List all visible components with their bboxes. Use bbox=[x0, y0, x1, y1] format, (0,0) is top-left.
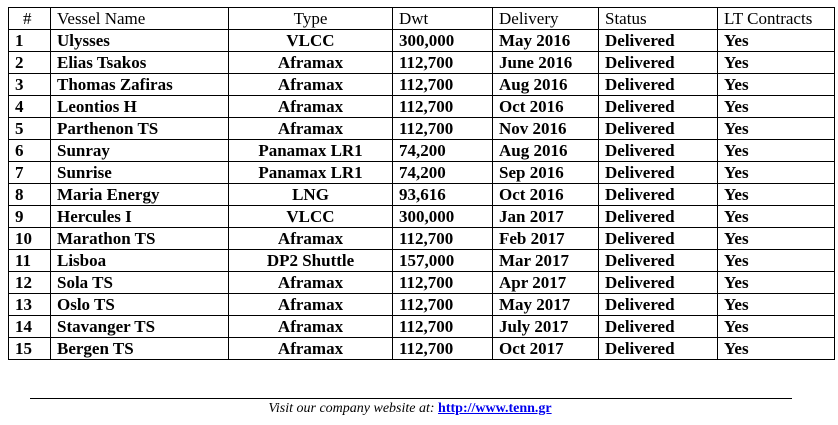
cell-vessel-name: Ulysses bbox=[51, 30, 229, 52]
cell-lt-contract: Yes bbox=[718, 272, 835, 294]
cell-vessel-name: Stavanger TS bbox=[51, 316, 229, 338]
table-row bbox=[9, 206, 835, 228]
fleet-table bbox=[8, 7, 835, 360]
table-row bbox=[9, 184, 835, 206]
col-header-type: Type bbox=[229, 8, 393, 30]
cell-lt-contract: Yes bbox=[718, 140, 835, 162]
cell-lt-contract: Yes bbox=[718, 184, 835, 206]
cell-vessel-name: Maria Energy bbox=[51, 184, 229, 206]
cell-delivery: May 2016 bbox=[493, 30, 599, 52]
cell-type: Aframax bbox=[229, 294, 393, 316]
col-header-status: Status bbox=[599, 8, 718, 30]
cell-dwt: 112,700 bbox=[393, 74, 493, 96]
cell-vessel-name: Bergen TS bbox=[51, 338, 229, 360]
cell-delivery: Oct 2017 bbox=[493, 338, 599, 360]
footer bbox=[0, 400, 820, 418]
cell-delivery: Nov 2016 bbox=[493, 118, 599, 140]
cell-vessel-name: Sunrise bbox=[51, 162, 229, 184]
cell-number: 15 bbox=[9, 338, 51, 360]
cell-vessel-name: Sunray bbox=[51, 140, 229, 162]
table-row bbox=[9, 118, 835, 140]
table-row bbox=[9, 74, 835, 96]
cell-status: Delivered bbox=[599, 250, 718, 272]
table-row bbox=[9, 338, 835, 360]
cell-status: Delivered bbox=[599, 52, 718, 74]
cell-type: VLCC bbox=[229, 30, 393, 52]
cell-vessel-name: Leontios H bbox=[51, 96, 229, 118]
table-row bbox=[9, 140, 835, 162]
cell-delivery: June 2016 bbox=[493, 52, 599, 74]
cell-type: Aframax bbox=[229, 316, 393, 338]
table-row bbox=[9, 294, 835, 316]
cell-lt-contract: Yes bbox=[718, 162, 835, 184]
cell-status: Delivered bbox=[599, 118, 718, 140]
cell-dwt: 300,000 bbox=[393, 30, 493, 52]
cell-dwt: 112,700 bbox=[393, 316, 493, 338]
cell-vessel-name: Parthenon TS bbox=[51, 118, 229, 140]
cell-lt-contract: Yes bbox=[718, 52, 835, 74]
cell-lt-contract: Yes bbox=[718, 118, 835, 140]
cell-number: 1 bbox=[9, 30, 51, 52]
cell-vessel-name: Oslo TS bbox=[51, 294, 229, 316]
cell-number: 9 bbox=[9, 206, 51, 228]
cell-status: Delivered bbox=[599, 162, 718, 184]
cell-status: Delivered bbox=[599, 96, 718, 118]
cell-delivery: Sep 2016 bbox=[493, 162, 599, 184]
cell-number: 3 bbox=[9, 74, 51, 96]
cell-lt-contract: Yes bbox=[718, 338, 835, 360]
cell-vessel-name: Lisboa bbox=[51, 250, 229, 272]
table-body bbox=[9, 30, 835, 360]
cell-status: Delivered bbox=[599, 30, 718, 52]
cell-dwt: 112,700 bbox=[393, 228, 493, 250]
cell-status: Delivered bbox=[599, 316, 718, 338]
cell-lt-contract: Yes bbox=[718, 96, 835, 118]
cell-dwt: 112,700 bbox=[393, 52, 493, 74]
cell-dwt: 157,000 bbox=[393, 250, 493, 272]
cell-delivery: May 2017 bbox=[493, 294, 599, 316]
col-header-lt-contracts: LT Contracts bbox=[718, 8, 835, 30]
cell-status: Delivered bbox=[599, 338, 718, 360]
cell-type: Aframax bbox=[229, 272, 393, 294]
cell-number: 5 bbox=[9, 118, 51, 140]
cell-dwt: 74,200 bbox=[393, 162, 493, 184]
cell-dwt: 112,700 bbox=[393, 96, 493, 118]
cell-type: Panamax LR1 bbox=[229, 162, 393, 184]
cell-delivery: Mar 2017 bbox=[493, 250, 599, 272]
cell-type: VLCC bbox=[229, 206, 393, 228]
cell-number: 12 bbox=[9, 272, 51, 294]
cell-type: Aframax bbox=[229, 52, 393, 74]
cell-number: 10 bbox=[9, 228, 51, 250]
table-row bbox=[9, 162, 835, 184]
cell-lt-contract: Yes bbox=[718, 74, 835, 96]
cell-status: Delivered bbox=[599, 228, 718, 250]
cell-lt-contract: Yes bbox=[718, 316, 835, 338]
cell-lt-contract: Yes bbox=[718, 206, 835, 228]
cell-number: 2 bbox=[9, 52, 51, 74]
cell-type: Aframax bbox=[229, 228, 393, 250]
cell-dwt: 112,700 bbox=[393, 294, 493, 316]
cell-type: Panamax LR1 bbox=[229, 140, 393, 162]
col-header-dwt: Dwt bbox=[393, 8, 493, 30]
cell-delivery: Aug 2016 bbox=[493, 74, 599, 96]
cell-number: 11 bbox=[9, 250, 51, 272]
cell-vessel-name: Thomas Zafiras bbox=[51, 74, 229, 96]
cell-dwt: 300,000 bbox=[393, 206, 493, 228]
cell-type: Aframax bbox=[229, 118, 393, 140]
cell-delivery: July 2017 bbox=[493, 316, 599, 338]
cell-status: Delivered bbox=[599, 294, 718, 316]
cell-dwt: 112,700 bbox=[393, 118, 493, 140]
cell-status: Delivered bbox=[599, 140, 718, 162]
website-link[interactable]: http://www.tenn.gr bbox=[438, 401, 552, 416]
table-row bbox=[9, 272, 835, 294]
table-row bbox=[9, 96, 835, 118]
cell-vessel-name: Elias Tsakos bbox=[51, 52, 229, 74]
cell-number: 4 bbox=[9, 96, 51, 118]
cell-status: Delivered bbox=[599, 184, 718, 206]
cell-lt-contract: Yes bbox=[718, 294, 835, 316]
col-header-number: # bbox=[9, 8, 51, 30]
cell-lt-contract: Yes bbox=[718, 250, 835, 272]
cell-vessel-name: Hercules I bbox=[51, 206, 229, 228]
cell-delivery: Aug 2016 bbox=[493, 140, 599, 162]
table-row bbox=[9, 250, 835, 272]
cell-delivery: Apr 2017 bbox=[493, 272, 599, 294]
cell-number: 6 bbox=[9, 140, 51, 162]
table-row bbox=[9, 30, 835, 52]
table-header-row bbox=[9, 8, 835, 30]
cell-delivery: Jan 2017 bbox=[493, 206, 599, 228]
cell-dwt: 112,700 bbox=[393, 272, 493, 294]
col-header-delivery: Delivery bbox=[493, 8, 599, 30]
cell-type: LNG bbox=[229, 184, 393, 206]
cell-number: 13 bbox=[9, 294, 51, 316]
cell-number: 7 bbox=[9, 162, 51, 184]
table-row bbox=[9, 316, 835, 338]
cell-number: 14 bbox=[9, 316, 51, 338]
cell-dwt: 74,200 bbox=[393, 140, 493, 162]
cell-type: Aframax bbox=[229, 338, 393, 360]
cell-dwt: 93,616 bbox=[393, 184, 493, 206]
cell-delivery: Feb 2017 bbox=[493, 228, 599, 250]
cell-lt-contract: Yes bbox=[718, 30, 835, 52]
cell-vessel-name: Marathon TS bbox=[51, 228, 229, 250]
table-row bbox=[9, 52, 835, 74]
cell-dwt: 112,700 bbox=[393, 338, 493, 360]
cell-lt-contract: Yes bbox=[718, 228, 835, 250]
cell-delivery: Oct 2016 bbox=[493, 96, 599, 118]
table-row bbox=[9, 228, 835, 250]
cell-number: 8 bbox=[9, 184, 51, 206]
cell-type: Aframax bbox=[229, 96, 393, 118]
footer-divider bbox=[30, 398, 792, 399]
footer-text: Visit our company website at: bbox=[268, 401, 435, 416]
cell-delivery: Oct 2016 bbox=[493, 184, 599, 206]
cell-status: Delivered bbox=[599, 272, 718, 294]
cell-status: Delivered bbox=[599, 206, 718, 228]
cell-type: Aframax bbox=[229, 74, 393, 96]
cell-vessel-name: Sola TS bbox=[51, 272, 229, 294]
cell-status: Delivered bbox=[599, 74, 718, 96]
col-header-vessel-name: Vessel Name bbox=[51, 8, 229, 30]
cell-type: DP2 Shuttle bbox=[229, 250, 393, 272]
